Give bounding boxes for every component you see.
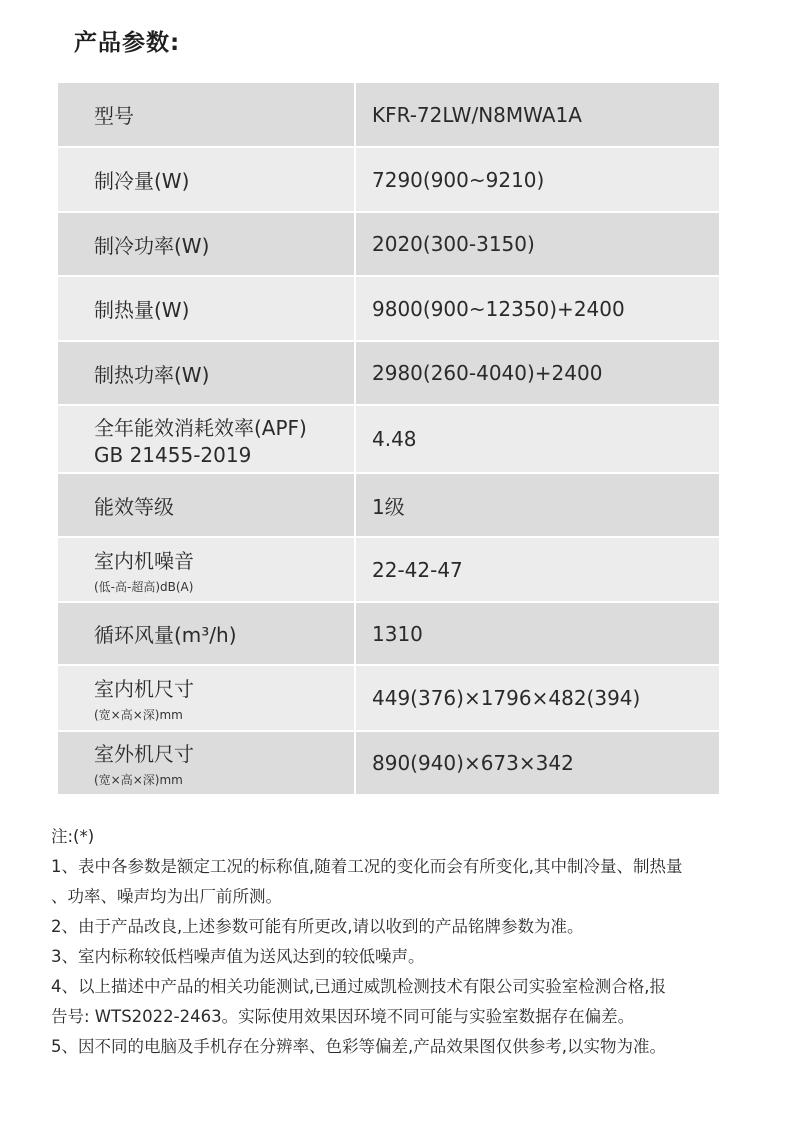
spec-label-sub: (宽×高×深)mm bbox=[94, 773, 183, 787]
spec-row-indoor-size bbox=[58, 665, 719, 731]
spec-value: 890(940)×673×342 bbox=[355, 731, 719, 794]
spec-label: 制冷功率(W) bbox=[58, 212, 355, 276]
spec-label-cell bbox=[58, 665, 355, 731]
spec-row-airflow bbox=[58, 602, 719, 665]
spec-value: 449(376)×1796×482(394) bbox=[355, 665, 719, 731]
note-line: 、功率、噪声均为出厂前所测。 bbox=[51, 887, 282, 906]
spec-row-cooling-capacity bbox=[58, 147, 719, 212]
spec-row-heating-power bbox=[58, 341, 719, 405]
spec-row-energy-grade bbox=[58, 473, 719, 537]
section-title: 产品参数: bbox=[74, 30, 181, 56]
spec-table bbox=[58, 83, 719, 794]
spec-label-cell bbox=[58, 731, 355, 794]
note-line: 告号: WTS2022-2463。实际使用效果因环境不同可能与实验室数据存在偏差。 bbox=[51, 1007, 635, 1026]
spec-value: 4.48 bbox=[355, 405, 719, 473]
spec-value: 22-42-47 bbox=[355, 537, 719, 602]
spec-label: 室内机尺寸 bbox=[94, 677, 194, 701]
spec-label: 室内机噪音 bbox=[94, 548, 194, 573]
spec-value: 9800(900~12350)+2400 bbox=[355, 276, 719, 341]
spec-row-model bbox=[58, 83, 719, 147]
spec-label: 全年能效消耗效率(APF) bbox=[94, 415, 307, 440]
spec-label: 制热量(W) bbox=[58, 276, 355, 341]
note-line: 4、以上描述中产品的相关功能测试,已通过威凯检测技术有限公司实验室检测合格,报 bbox=[51, 977, 666, 996]
spec-label: 循环风量(m³/h) bbox=[58, 602, 355, 665]
spec-value: 1310 bbox=[355, 602, 719, 665]
spec-label: 制冷量(W) bbox=[58, 147, 355, 212]
spec-value: 2020(300-3150) bbox=[355, 212, 719, 276]
spec-value: 2980(260-4040)+2400 bbox=[355, 341, 719, 405]
spec-label-cell bbox=[58, 537, 355, 602]
spec-value: 1级 bbox=[355, 473, 719, 537]
spec-label-standard: GB 21455-2019 bbox=[94, 442, 252, 467]
spec-label: 型号 bbox=[58, 83, 355, 147]
spec-label: 能效等级 bbox=[58, 473, 355, 537]
notes-header: 注:(*) bbox=[51, 827, 95, 846]
note-line: 1、表中各参数是额定工况的标称值,随着工况的变化而会有所变化,其中制冷量、制热量 bbox=[51, 857, 683, 876]
spec-label-sub: (低-高-超高)dB(A) bbox=[94, 579, 194, 594]
spec-label-sub: (宽×高×深)mm bbox=[94, 708, 183, 722]
spec-row-heating-capacity bbox=[58, 276, 719, 341]
spec-value: KFR-72LW/N8MWA1A bbox=[355, 83, 719, 147]
spec-value: 7290(900~9210) bbox=[355, 147, 719, 212]
spec-label-cell bbox=[58, 405, 355, 473]
spec-label: 制热功率(W) bbox=[58, 341, 355, 405]
note-line: 3、室内标称较低档噪声值为送风达到的较低噪声。 bbox=[51, 947, 425, 966]
note-line: 5、因不同的电脑及手机存在分辨率、色彩等偏差,产品效果图仅供参考,以实物为准。 bbox=[51, 1037, 666, 1056]
spec-label: 室外机尺寸 bbox=[94, 742, 194, 766]
note-line: 2、由于产品改良,上述参数可能有所更改,请以收到的产品铭牌参数为准。 bbox=[51, 917, 584, 936]
spec-row-cooling-power bbox=[58, 212, 719, 276]
spec-row-apf bbox=[58, 405, 719, 473]
notes-section bbox=[51, 822, 751, 1062]
spec-row-indoor-noise bbox=[58, 537, 719, 602]
spec-row-outdoor-size bbox=[58, 731, 719, 794]
